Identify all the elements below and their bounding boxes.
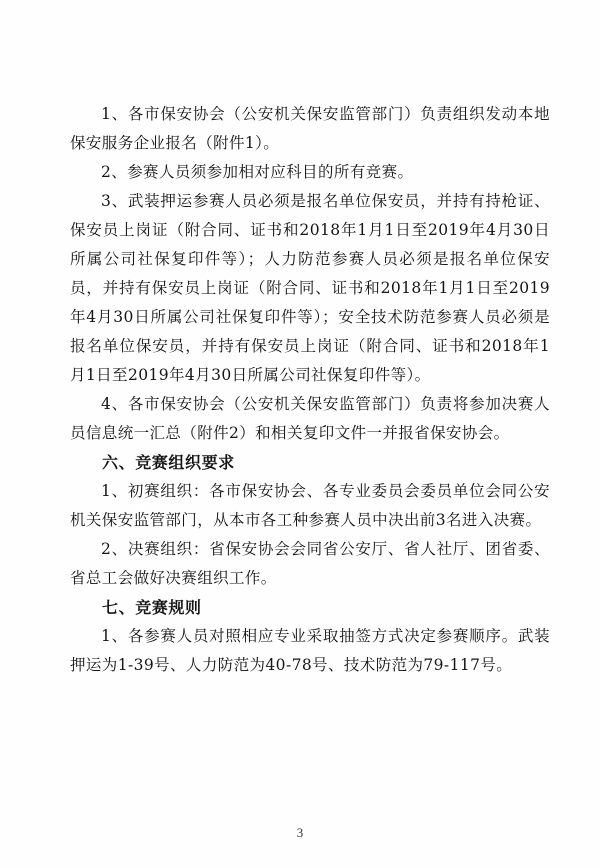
paragraph-all-subjects: 2、参赛人员须参加相对应科目的所有竞赛。 (101, 163, 414, 181)
paragraph-preliminary: 1、初赛组织：各市保安协会、各专业委员会委员单位会同公安机关保安监管部门，从本市各工种参赛人员中决出前3名进入决赛。 (70, 482, 550, 529)
section-heading-rules: 七、竞赛规则 (102, 598, 202, 617)
section-heading-organization: 六、竞赛组织要求 (102, 453, 235, 472)
paragraph-draw-order: 1、各参赛人员对照相应专业采取抽签方式决定参赛顺序。武装押运为1-39号、人力防范为40-78号、技术防范为79-117号。 (70, 627, 550, 674)
document-body (70, 100, 550, 680)
paragraph-registration: 1、各市保安协会（公安机关保安监管部门）负责组织发动本地保安服务企业报名（附件1）。 (70, 105, 550, 152)
paragraph-final-info-summary: 4、各市保安协会（公安机关保安监管部门）负责将参加决赛人员信息统一汇总（附件2）和相关复印文件一并报省保安协会。 (70, 395, 550, 442)
page-number: 3 (296, 825, 304, 840)
paragraph-eligibility: 3、武装押运参赛人员必须是报名单位保安员，并持有持枪证、保安员上岗证（附合同、证书和2018年1月1日至2019年4月30日所属公司社保复印件等）；人力防范参赛人员必须是报名单位保安员，并持有保安员上岗证（附合同、证书和2018年1月1日至2019年4月30日所属公司社保复印件等）；安全技术防范参赛人员必须是报名单位保安员，并持有保安员上岗证（附合同、证书和2018年1月1日至2019年4月30日所属公司社保复印件等）。 (70, 192, 550, 384)
paragraph-final: 2、决赛组织：省保安协会会同省公安厅、省人社厅、团省委、省总工会做好决赛组织工作。 (70, 540, 550, 587)
